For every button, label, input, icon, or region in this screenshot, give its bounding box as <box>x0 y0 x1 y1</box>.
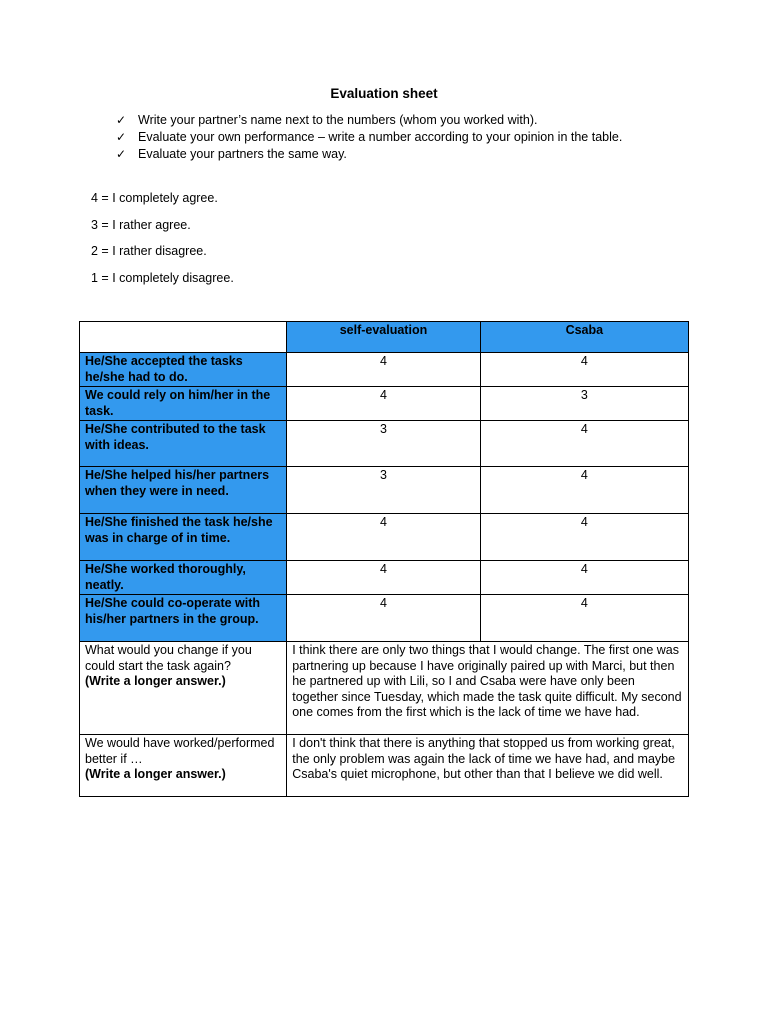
table-row <box>80 595 689 642</box>
instruction-item <box>116 129 676 145</box>
self-score-cell[interactable]: 4 <box>287 353 480 387</box>
self-score-cell[interactable]: 4 <box>287 514 480 561</box>
partner-score-cell[interactable]: 4 <box>480 353 688 387</box>
question-text: We would have worked/performed better if … <box>85 736 275 766</box>
table-row <box>80 353 689 387</box>
table-row <box>80 421 689 467</box>
partner-score-cell[interactable]: 4 <box>480 561 688 595</box>
self-score-cell[interactable]: 4 <box>287 595 480 642</box>
scale-item: 2 = I rather disagree. <box>91 244 207 258</box>
criterion-cell: He/She finished the task he/she was in charge of in time. <box>80 514 287 561</box>
header-partner-name: Csaba <box>480 322 688 353</box>
partner-score-cell[interactable]: 4 <box>480 595 688 642</box>
table-row <box>80 514 689 561</box>
instruction-item <box>116 112 676 128</box>
question-text: What would you change if you could start the task again? <box>85 643 252 673</box>
partner-score-cell[interactable]: 4 <box>480 421 688 467</box>
question-cell <box>80 642 287 735</box>
header-blank-cell <box>80 322 287 353</box>
self-score-cell[interactable]: 3 <box>287 421 480 467</box>
checkmark-icon: ✓ <box>116 113 127 127</box>
checkmark-icon: ✓ <box>116 130 127 144</box>
question-hint: (Write a longer answer.) <box>85 767 226 781</box>
self-score-cell[interactable]: 4 <box>287 561 480 595</box>
instruction-item <box>116 146 676 162</box>
page-title: Evaluation sheet <box>330 86 438 101</box>
criterion-cell: He/She could co-operate with his/her partners in the group. <box>80 595 287 642</box>
answer-cell[interactable]: I think there are only two things that I would change. The first one was partnering up because I have originally paired up with Marci, but then he partnered up with Lili, so I and Csaba were have only been together since Tuesday, which made the task quite difficult. My second one comes from the first which is the lack of time we have had. <box>287 642 689 735</box>
table-row <box>80 561 689 595</box>
criterion-cell: He/She accepted the tasks he/she had to do. <box>80 353 287 387</box>
partner-score-cell[interactable]: 4 <box>480 467 688 514</box>
question-hint: (Write a longer answer.) <box>85 674 226 688</box>
self-score-cell[interactable]: 3 <box>287 467 480 514</box>
criterion-cell: We could rely on him/her in the task. <box>80 387 287 421</box>
instruction-text: Evaluate your own performance – write a number according to your opinion in the table. <box>138 130 623 144</box>
question-row <box>80 735 689 797</box>
rating-scale <box>91 190 234 296</box>
instruction-text: Evaluate your partners the same way. <box>138 147 347 161</box>
criterion-cell: He/She contributed to the task with ideas. <box>80 421 287 467</box>
question-row <box>80 642 689 735</box>
criterion-cell: He/She helped his/her partners when they were in need. <box>80 467 287 514</box>
table-row <box>80 387 689 421</box>
table-header-row <box>80 322 689 353</box>
scale-item: 3 = I rather agree. <box>91 217 191 232</box>
scale-item: 4 = I completely agree. <box>91 191 218 205</box>
instruction-list <box>116 112 676 163</box>
table-row <box>80 467 689 514</box>
self-score-cell[interactable]: 4 <box>287 387 480 421</box>
criterion-cell: He/She worked thoroughly, neatly. <box>80 561 287 595</box>
partner-score-cell[interactable]: 4 <box>480 514 688 561</box>
instruction-text: Write your partner’s name next to the numbers (whom you worked with). <box>138 113 538 127</box>
partner-score-cell[interactable]: 3 <box>480 387 688 421</box>
header-self-evaluation: self-evaluation <box>287 322 480 353</box>
question-cell <box>80 735 287 797</box>
answer-cell[interactable]: I don't think that there is anything that stopped us from working great, the only problem was again the lack of time we have had, and maybe Csaba's quiet microphone, but other than that I believe we did well. <box>287 735 689 797</box>
checkmark-icon: ✓ <box>116 147 127 161</box>
evaluation-table <box>79 321 689 797</box>
scale-item: 1 = I completely disagree. <box>91 270 234 285</box>
